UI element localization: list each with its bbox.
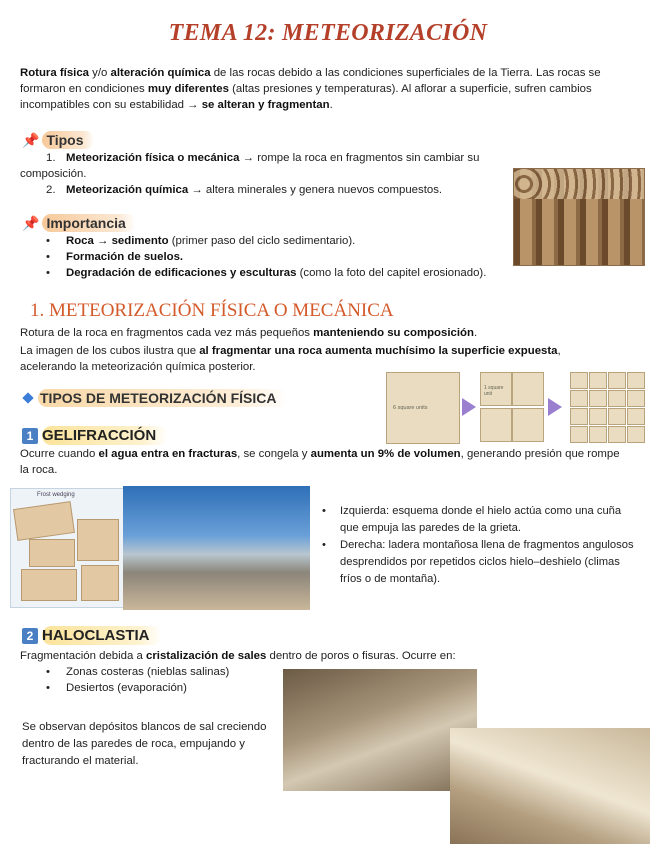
tiny-cube <box>627 408 645 425</box>
gelifraccion-heading-block <box>22 427 168 445</box>
intro-text-3: (altas presiones y temperaturas). Al aflorar a superficie, sufren cambios incompatibles con su estabilidad → <box>20 83 592 111</box>
arrow-icon <box>548 398 562 416</box>
small-cube <box>480 408 512 442</box>
cube-label: 6 square units <box>393 405 428 411</box>
section1-paragraph-1: Rotura de la roca en fragmentos cada vez más pequeños manteniendo su composición. <box>20 327 478 339</box>
rock-block <box>13 501 75 541</box>
tiny-cube <box>627 426 645 443</box>
pushpin-icon: 📌 <box>22 132 40 148</box>
intro-text-4: . <box>329 99 333 111</box>
tiny-cube <box>570 408 588 425</box>
list-item: • Desiertos (evaporación) <box>20 680 280 696</box>
large-cube <box>386 372 460 444</box>
small-cube <box>512 372 544 406</box>
gelifraccion-bullets <box>322 503 638 588</box>
tiny-cube <box>608 390 626 407</box>
tiny-cube-grid <box>570 372 646 444</box>
tiny-cube <box>570 390 588 407</box>
pushpin-icon: 📌 <box>22 215 40 231</box>
tiny-cube <box>570 426 588 443</box>
frost-wedging-diagram <box>10 488 124 608</box>
list-item: • Derecha: ladera montañosa llena de fragmentos angulosos desprendidos por repetidos ciclos hielo–deshielo (climas fríos o de montaña). <box>322 539 634 585</box>
section1-paragraph-2: La imagen de los cubos ilustra que al fragmentar una roca aumenta muchísimo la superficie expuesta, acelerando la meteorización química posterior. <box>20 345 561 373</box>
intro-bold-4: se alteran y fragmentan <box>201 99 330 111</box>
tiny-cube <box>589 408 607 425</box>
intro-text-2: de las rocas debido a las condiciones superficiales de la Tierra. Las rocas se formaron en condiciones <box>20 67 601 95</box>
haloclastia-caption: Se observan depósitos blancos de sal creciendo dentro de las paredes de roca, empujando y fracturando el material. <box>22 721 267 767</box>
intro-bold-1: Rotura física <box>20 67 89 79</box>
salt-detail-photo <box>450 728 650 844</box>
small-cube <box>512 408 544 442</box>
cube-label: 1 square unit <box>484 385 504 397</box>
tiny-cube <box>608 372 626 389</box>
tiny-cube <box>570 372 588 389</box>
list-item: 2. Meteorización química → altera minerales y genera nuevos compuestos. <box>46 184 443 196</box>
rock-block <box>21 569 77 601</box>
gelifraccion-heading: GELIFRACCIÓN <box>42 426 168 445</box>
list-item: • Degradación de edificaciones y esculturas (como la foto del capitel erosionado). <box>20 265 620 281</box>
intro-paragraph <box>20 65 620 113</box>
list-item: • Formación de suelos. <box>20 249 620 265</box>
diagram-label: Frost wedging <box>37 492 75 498</box>
list-item: 1. Meteorización física o mecánica → rompe la roca en fragmentos sin cambiar su <box>46 152 480 164</box>
tiny-cube <box>608 426 626 443</box>
tipos-heading: Tipos <box>42 131 93 149</box>
tiny-cube <box>608 408 626 425</box>
list-item: • Roca → sedimento (primer paso del ciclo sedimentario). <box>20 233 620 249</box>
intro-bold-3: muy diferentes <box>147 83 229 95</box>
rock-block <box>81 565 119 601</box>
tipos-fisica-heading-block <box>20 390 288 408</box>
number-one-icon: 1 <box>22 428 38 444</box>
diamond-icon <box>22 392 33 403</box>
intro-text-1: y/o <box>89 67 111 79</box>
rock-block <box>29 539 75 567</box>
list-item-continuation: composición. <box>20 168 87 180</box>
mountain-photo <box>123 486 310 610</box>
section-heading: 1. METEORIZACIÓN FÍSICA O MECÁNICA <box>30 300 394 321</box>
gelifraccion-paragraph: Ocurre cuando el agua entra en fracturas, se congela y aumenta un 9% de volumen, generando presión que rompe la roca. <box>20 448 620 476</box>
haloclastia-heading-block <box>22 627 162 645</box>
number-two-icon: 2 <box>22 628 38 644</box>
tiny-cube <box>589 426 607 443</box>
importancia-list <box>20 233 620 281</box>
importancia-heading: Importancia <box>42 214 135 232</box>
small-cube <box>480 372 512 406</box>
intro-bold-2: alteración química <box>110 67 211 79</box>
tiny-cube <box>589 390 607 407</box>
rock-block <box>77 519 119 561</box>
haloclastia-heading: HALOCLASTIA <box>42 626 162 645</box>
tiny-cube <box>589 372 607 389</box>
arrow-icon <box>462 398 476 416</box>
haloclastia-list <box>20 664 280 696</box>
list-item: • Izquierda: esquema donde el hielo actúa como una cuña que empuja las paredes de la grieta. <box>322 505 622 534</box>
tipos-heading-block <box>22 131 94 150</box>
tiny-cube <box>627 372 645 389</box>
importancia-heading-block <box>22 214 136 233</box>
cubes-figure <box>378 368 652 448</box>
list-item: • Zonas costeras (nieblas salinas) <box>20 664 280 680</box>
tipos-list <box>20 150 540 198</box>
haloclastia-paragraph: Fragmentación debida a cristalización de sales dentro de poros o fisuras. Ocurre en: <box>20 650 456 662</box>
tipos-fisica-heading: TIPOS DE METEORIZACIÓN FÍSICA <box>38 389 288 407</box>
page-title: TEMA 12: METEORIZACIÓN <box>168 20 488 46</box>
salt-wall-photo <box>283 669 477 791</box>
tiny-cube <box>627 390 645 407</box>
